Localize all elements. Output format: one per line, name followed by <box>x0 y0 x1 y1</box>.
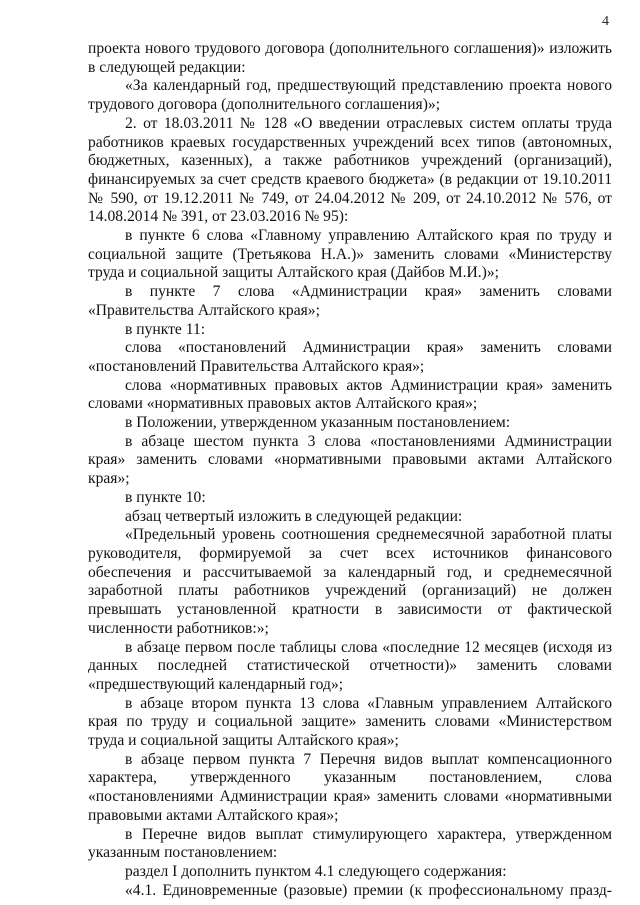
paragraph: раздел I дополнить пунктом 4.1 следующего содержания: <box>125 862 507 880</box>
paragraph: 2. от 18.03.2011 № 128 «О введении отраслевых систем оплаты труда работников краевых государственных учреждений всех типов (автономных, бюджетных, казенных), а также работников учреждений (организаций), финансируемых за счет средств краевого бюджета» (в редакции от 19.10.2011 № 590, от 19.12.2011 № 749, от 24.04.2012 № 209, от 24.10.2012 № 576, от 14.08.2014 № 391, от 23.03.2016 № 95): <box>88 114 612 226</box>
paragraph: абзац четвертый изложить в следующей редакции: <box>125 507 463 525</box>
paragraph: «4.1. Единовременные (разовые) премии (к профессиональному празд- <box>125 881 612 899</box>
paragraph: в абзаце первом пункта 7 Перечня видов выплат компенсационного характера, утвержденного указанным постановлением, слова «постановлениями Администрации края» заменить словами «нормативными правовыми актами Алтайского края»; <box>88 750 612 824</box>
paragraph: «За календарный год, предшествующий представлению проекта нового трудового договора (дополнительного соглашения)»; <box>88 77 612 114</box>
paragraph: в Перечне видов выплат стимулирующего характера, утвержденном указанным постановлением: <box>88 825 612 862</box>
paragraph: проекта нового трудового договора (дополнительного соглашения)» изложить в следующей редакции: <box>88 40 612 76</box>
paragraph: в Положении, утвержденном указанным постановлением: <box>125 414 511 432</box>
paragraph: в пункте 6 слова «Главному управлению Алтайского края по труду и социальной защите (Третьякова Н.А.)» заменить словами «Министерству труда и социальной защиты Алтайского края (Дайбов М.И.)»; <box>88 227 612 282</box>
paragraph: в абзаце первом после таблицы слова «последние 12 месяцев (исходя из данных последней статистической отчетности)» заменить словами «предшествующий календарный год»; <box>88 638 612 693</box>
paragraph: в пункте 7 слова «Администрации края» заменить словами «Правительства Алтайского края»; <box>88 283 612 319</box>
paragraph: в абзаце втором пункта 13 слова «Главным управлением Алтайского края по труду и социальной защите» заменить словами «Министерством труда и социальной защиты Алтайского края»; <box>88 694 612 750</box>
paragraph: «Предельный уровень соотношения среднемесячной заработной платы руководителя, формируемой за счет всех источников финансового обеспечения и рассчитываемой за календарный год, и среднемесячной заработной платы работников учреждений (организаций) не должен превышать установленной кратности в зависимости от фактической численности работников:»; <box>88 526 612 637</box>
page-number: 4 <box>602 14 609 29</box>
paragraph: слова «нормативных правовых актов Администрации края» заменить словами «нормативных правовых актов Алтайского края»; <box>88 376 612 413</box>
paragraph: слова «постановлений Администрации края» заменить словами «постановлений Правительства Алтайского края»; <box>88 339 612 375</box>
paragraph: в пункте 10: <box>125 488 206 506</box>
paragraph: в абзаце шестом пункта 3 слова «постановлениями Администрации края» заменить словами «нормативными правовыми актами Алтайского края»; <box>88 432 612 488</box>
document-body <box>88 40 612 900</box>
paragraph: в пункте 11: <box>125 320 206 338</box>
